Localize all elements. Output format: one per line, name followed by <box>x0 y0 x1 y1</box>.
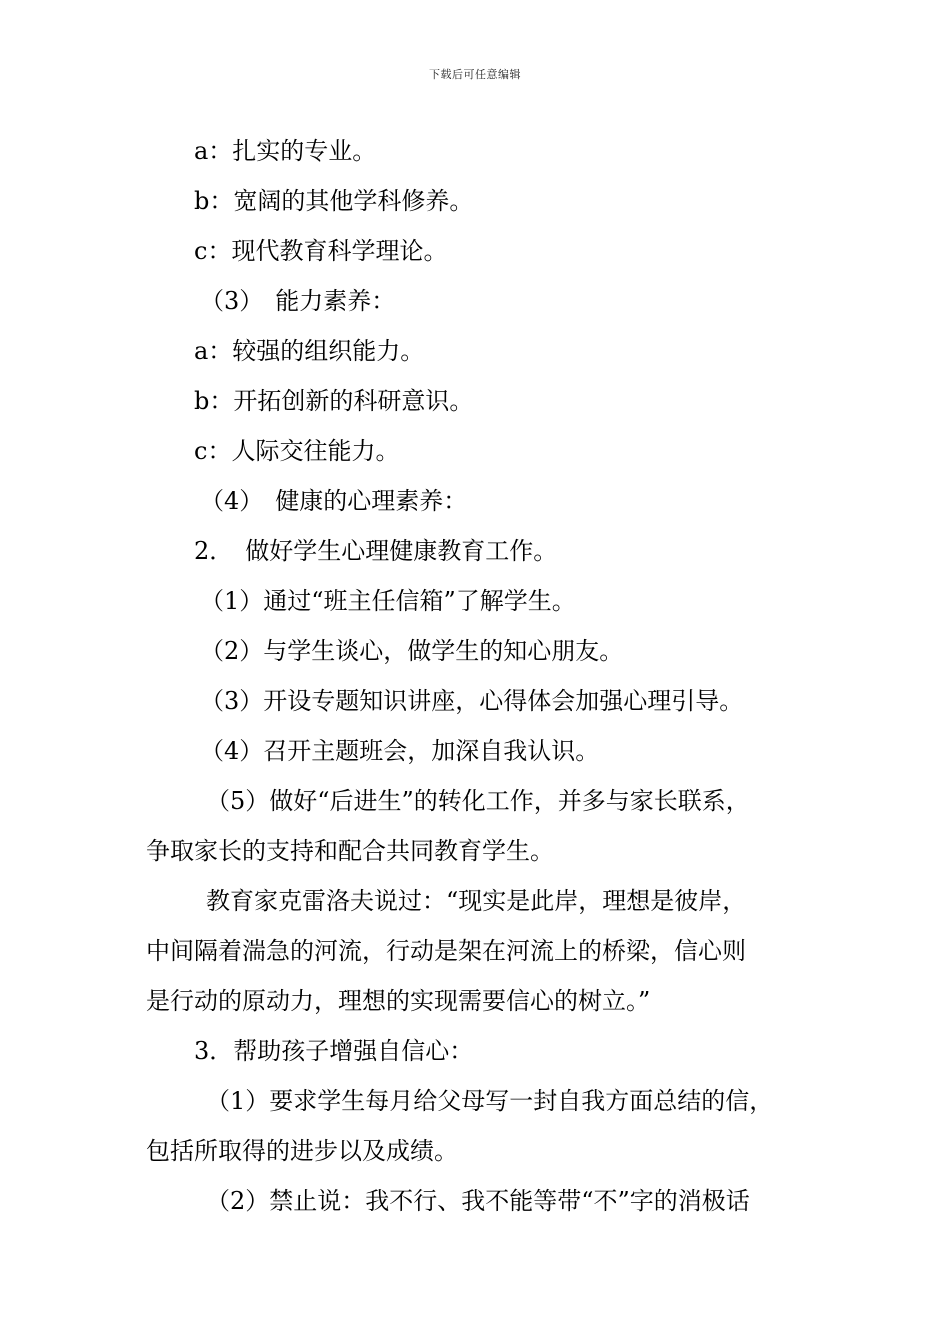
text-line: 教育家克雷洛夫说过：“现实是此岸，理想是彼岸， <box>206 887 747 915</box>
text-line: 包括所取得的进步以及成绩。 <box>146 1137 458 1165</box>
text-line: （4）召开主题班会，加深自我认识。 <box>200 737 600 765</box>
text-line: 争取家长的支持和配合共同教育学生。 <box>146 837 554 865</box>
text-line: b：开拓创新的科研意识。 <box>194 387 474 415</box>
text-line: （1）通过“班主任信箱”了解学生。 <box>200 587 576 615</box>
text-line: 是行动的原动力，理想的实现需要信心的树立。” <box>146 987 651 1015</box>
text-line: a：扎实的专业。 <box>194 137 377 165</box>
document-body <box>146 126 810 1226</box>
text-line: （3）开设专题知识讲座，心得体会加强心理引导。 <box>200 687 744 715</box>
text-line: 3．帮助孩子增强自信心： <box>194 1037 474 1065</box>
text-line: （4） 健康的心理素养： <box>200 487 468 515</box>
text-line: 2． 做好学生心理健康教育工作。 <box>194 537 558 565</box>
text-line: 中间隔着湍急的河流，行动是架在河流上的桥梁，信心则 <box>146 937 746 965</box>
text-line: c：现代教育科学理论。 <box>194 237 448 265</box>
text-line: b：宽阔的其他学科修养。 <box>194 187 474 215</box>
text-line: （5）做好“后进生”的转化工作，并多与家长联系， <box>206 787 750 815</box>
text-line: c：人际交往能力。 <box>194 437 400 465</box>
page-header: 下载后可任意编辑 <box>429 68 521 81</box>
text-line: （1）要求学生每月给父母写一封自我方面总结的信， <box>206 1087 774 1115</box>
text-line: a：较强的组织能力。 <box>194 337 425 365</box>
text-line: （3） 能力素养： <box>200 287 396 315</box>
text-line: （2）禁止说：我不行、我不能等带“不”字的消极话 <box>206 1187 750 1215</box>
text-line: （2）与学生谈心，做学生的知心朋友。 <box>200 637 624 665</box>
